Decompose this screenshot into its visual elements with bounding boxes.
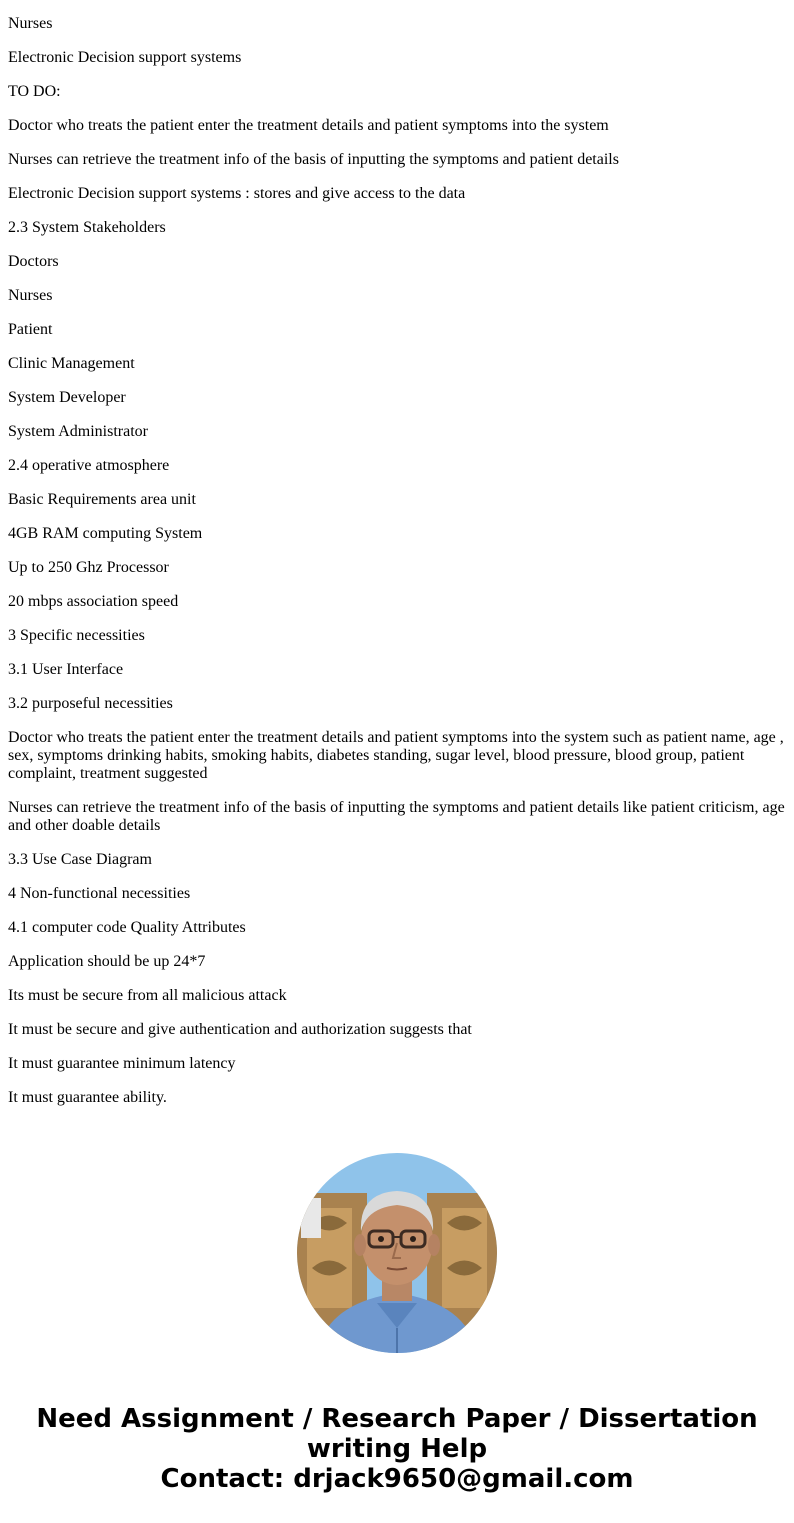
paragraph: Nurses can retrieve the treatment info of the basis of inputting the symptoms and patient details like patient criticism, age and other doable details <box>8 799 785 834</box>
paragraph: Its must be secure from all malicious attack <box>8 987 287 1004</box>
paragraph: It must be secure and give authentication and authorization suggests that <box>8 1021 472 1038</box>
banner-line: writing Help <box>306 1434 488 1464</box>
section-heading: 2.4 operative atmosphere <box>8 457 170 474</box>
paragraph: It must guarantee ability. <box>8 1089 167 1106</box>
paragraph: System Developer <box>8 389 126 406</box>
contact-email: Contact: drjack9650@gmail.com <box>160 1464 634 1494</box>
paragraph: It must guarantee minimum latency <box>8 1055 236 1072</box>
section-heading: 2.3 System Stakeholders <box>8 219 166 236</box>
paragraph: Nurses can retrieve the treatment info of the basis of inputting the symptoms and patient details <box>8 151 619 168</box>
avatar-portrait <box>297 1153 497 1353</box>
section-heading: 3.1 User Interface <box>8 661 124 678</box>
document-body <box>8 0 786 1107</box>
section-heading: 3.3 Use Case Diagram <box>8 851 152 868</box>
paragraph: Up to 250 Ghz Processor <box>8 559 169 576</box>
section-heading: 4 Non-functional necessities <box>8 885 191 902</box>
paragraph: 4GB RAM computing System <box>8 525 203 542</box>
paragraph: Clinic Management <box>8 355 135 372</box>
paragraph: Nurses <box>8 15 53 32</box>
paragraph: Electronic Decision support systems : stores and give access to the data <box>8 185 466 202</box>
paragraph: Nurses <box>8 287 53 304</box>
paragraph: Doctor who treats the patient enter the treatment details and patient symptoms into the system such as patient name, age , sex, symptoms drinking habits, smoking habits, diabetes standing, sugar level, blood pressure, blood group, patient complaint, treatment suggested <box>8 729 784 782</box>
paragraph: System Administrator <box>8 423 148 440</box>
avatar <box>297 1153 497 1353</box>
paragraph: TO DO: <box>8 83 61 100</box>
paragraph: Patient <box>8 321 53 338</box>
paragraph: Doctor who treats the patient enter the treatment details and patient symptoms into the system <box>8 117 609 134</box>
paragraph: Application should be up 24*7 <box>8 953 206 970</box>
section-heading: 3.2 purposeful necessities <box>8 695 173 712</box>
paragraph: Electronic Decision support systems <box>8 49 242 66</box>
paragraph: 20 mbps association speed <box>8 593 179 610</box>
paragraph: Doctors <box>8 253 59 270</box>
section-heading: 4.1 computer code Quality Attributes <box>8 919 246 936</box>
paragraph: Basic Requirements area unit <box>8 491 196 508</box>
section-heading: 3 Specific necessities <box>8 627 145 644</box>
contact-banner <box>0 1404 794 1494</box>
banner-line: Need Assignment / Research Paper / Dissertation <box>36 1404 758 1434</box>
